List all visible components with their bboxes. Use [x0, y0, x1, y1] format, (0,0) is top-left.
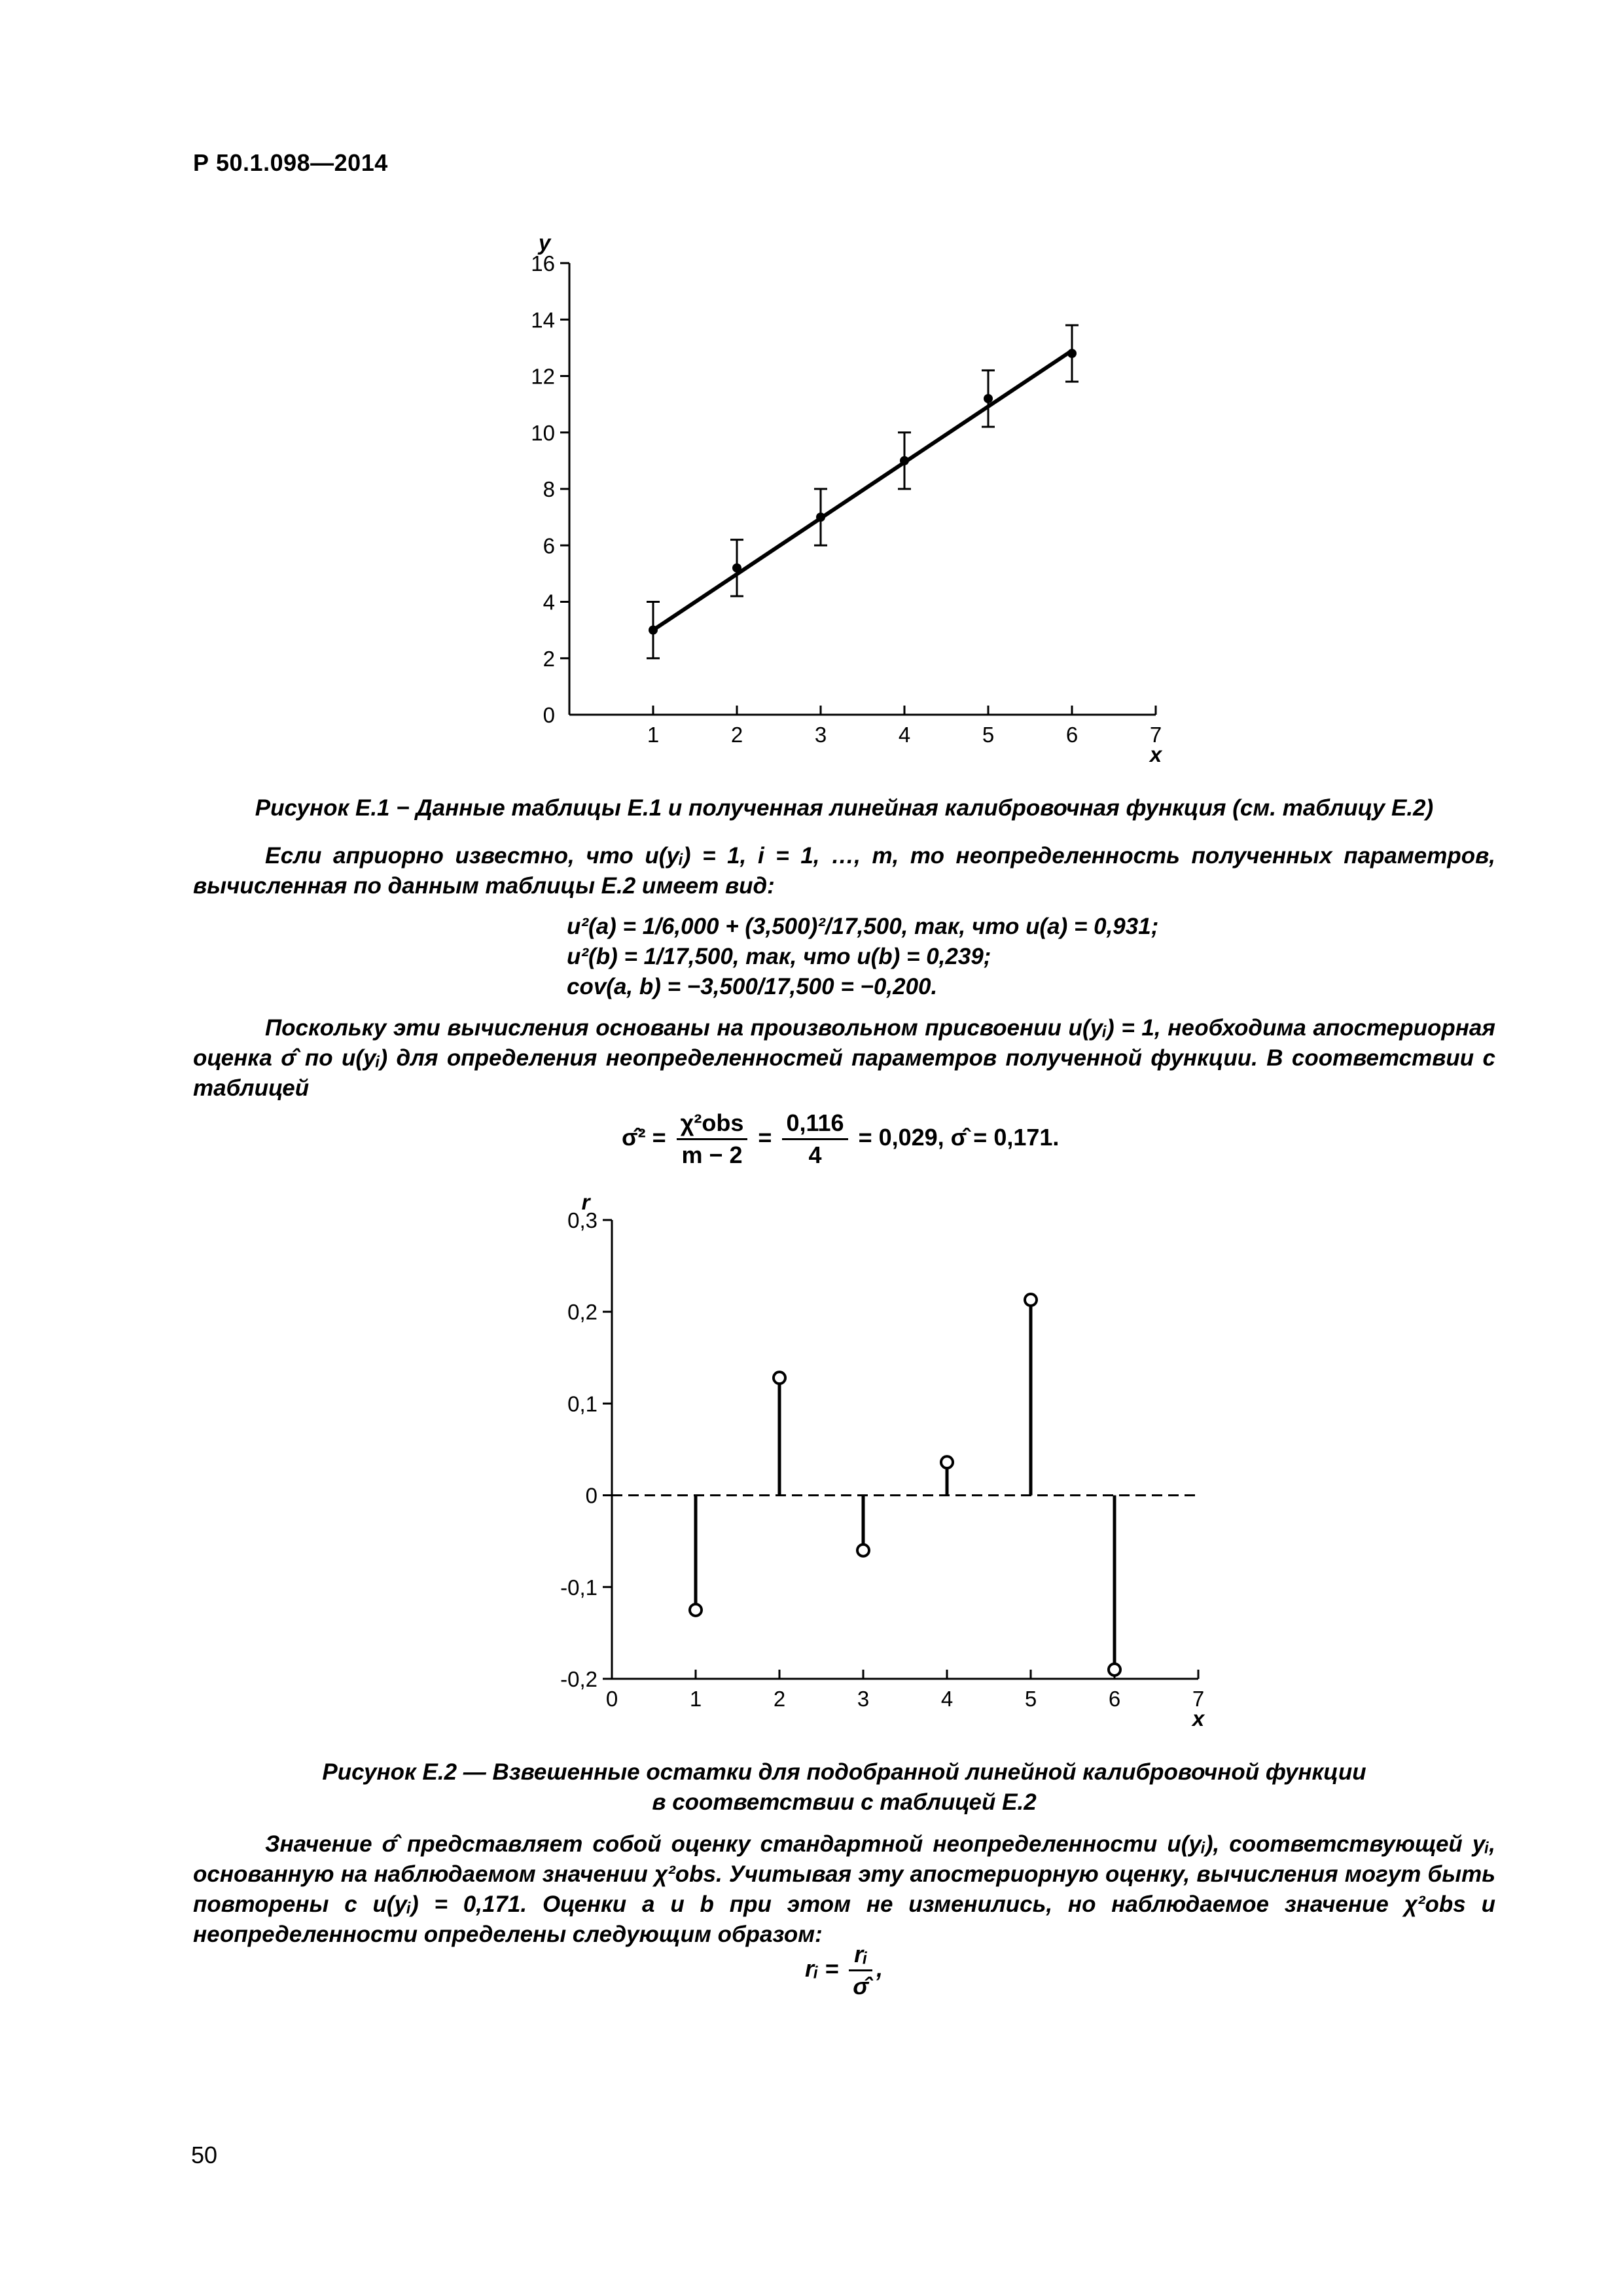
y-tick-label: 4 [543, 590, 555, 615]
fraction-numerator: χ²obs [677, 1109, 748, 1140]
equation-ua: u²(a) = 1/6,000 + (3,500)²/17,500, так, что u(a) = 0,931; [567, 914, 1159, 939]
x-tick-label: 3 [857, 1687, 870, 1711]
data-point [732, 564, 741, 573]
y-tick-label: 2 [543, 646, 555, 671]
stem-marker [1109, 1664, 1120, 1676]
x-tick-label: 2 [773, 1687, 786, 1711]
fraction-denominator: 4 [808, 1141, 822, 1168]
fraction-value [782, 1109, 847, 1169]
formula-r-tail: , [876, 1955, 883, 1982]
x-tick-label: 4 [898, 723, 911, 747]
y-tick-label: 6 [543, 533, 555, 558]
x-tick-label: 6 [1065, 723, 1079, 747]
y-tick-label: 14 [531, 308, 555, 332]
figure-e2-caption-line-1: Рисунок Е.2 — Взвешенные остатки для подобранной линейной калибровочной функции [322, 1759, 1366, 1785]
document-code: Р 50.1.098—2014 [193, 149, 388, 176]
fit-line [653, 351, 1072, 630]
formula-sigma-result: = 0,029, σ̂ = 0,171. [858, 1124, 1060, 1151]
x-tick-label: 4 [940, 1687, 954, 1711]
data-point [816, 512, 825, 522]
y-tick-label: -0,2 [560, 1667, 597, 1691]
x-tick-label: 1 [689, 1687, 702, 1711]
x-axis-label: x [1192, 1706, 1205, 1731]
paragraph-2: Поскольку эти вычисления основаны на произвольном присвоении u(yᵢ) = 1, необходима апостериорная оценка σ̂ по u(yᵢ) для определения неопределенностей параметров полученной функции. В соответствии с таблицей [193, 1015, 1495, 1101]
figure-e2-axes [560, 1190, 1205, 1731]
x-tick-label: 0 [605, 1687, 618, 1711]
x-tick-label: 7 [1192, 1687, 1205, 1711]
figure-e2-chart [537, 1185, 1217, 1754]
data-point [649, 626, 658, 635]
x-tick-label: 7 [1149, 723, 1162, 747]
figure-e1-marks [647, 325, 1079, 658]
y-tick-label: 8 [543, 477, 555, 501]
x-axis-label: x [1149, 742, 1162, 766]
data-point [1067, 349, 1077, 358]
fraction-numerator: 0,116 [782, 1109, 847, 1140]
figure-e1-axes [531, 230, 1163, 766]
stem-marker [941, 1456, 953, 1468]
y-axis-label: r [581, 1190, 590, 1214]
equation-ub: u²(b) = 1/17,500, так, что u(b) = 0,239; [567, 944, 991, 969]
y-tick-label: 0,2 [567, 1300, 597, 1325]
formula-r: rᵢ = $\frac{\text{rᵢ}}{\sigmâ}$ , [805, 1941, 883, 2000]
equations-block [567, 912, 1158, 1002]
y-tick-label: 0 [585, 1483, 597, 1508]
x-tick-label: 1 [647, 723, 660, 747]
fraction-chi-over-m [677, 1109, 748, 1169]
figure-e1-chart [510, 216, 1185, 792]
stem-marker [690, 1604, 702, 1616]
figure-e2-caption [193, 1757, 1495, 1818]
y-tick-label: 10 [531, 420, 555, 445]
y-tick-label: 0,1 [567, 1391, 597, 1416]
x-tick-label: 5 [1024, 1687, 1037, 1711]
data-point [900, 456, 909, 465]
x-tick-label: 5 [982, 723, 995, 747]
y-axis-label: y [538, 230, 551, 255]
fraction-denominator: σ̂ [853, 1973, 869, 2000]
figure-e1-caption: Рисунок Е.1 − Данные таблицы Е.1 и полученная линейная калибровочная функция (см. таблицу Е.2) [255, 795, 1434, 821]
page-number: 50 [191, 2142, 218, 2168]
y-tick-label: 16 [531, 251, 555, 276]
x-tick-label: 2 [730, 723, 743, 747]
x-tick-label: 6 [1108, 1687, 1121, 1711]
formula-sigma: σ̂² = $\frac{\text{χ²obs}}{m - 2}$ = $\frac{0,116}{4}$ = 0,029, σ̂ = 0,171. [622, 1109, 1060, 1168]
fraction-numerator: rᵢ [849, 1941, 872, 1971]
stem-marker [857, 1545, 869, 1556]
x-tick-label: 3 [814, 723, 827, 747]
stem-marker [1025, 1294, 1037, 1306]
data-point [984, 394, 993, 403]
y-tick-label: 0,3 [567, 1208, 597, 1232]
fraction-denominator: m − 2 [681, 1141, 743, 1168]
y-tick-label: 12 [531, 364, 555, 389]
figure-e2-marks [690, 1294, 1120, 1676]
stem-marker [774, 1372, 785, 1384]
fraction-r-over-sigma [849, 1941, 872, 2000]
figure-e2-caption-line-2: в соответствии с таблицей Е.2 [652, 1789, 1037, 1815]
formula-sigma-lhs: σ̂² [622, 1124, 646, 1151]
equation-cov: cov(a, b) = −3,500/17,500 = −0,200. [567, 974, 938, 999]
y-tick-label: -0,1 [560, 1575, 597, 1600]
y-tick-label: 0 [543, 703, 555, 727]
paragraph-3: Значение σ̂ представляет собой оценку стандартной неопределенности u(yᵢ), соответствующей yᵢ, основанную на наблюдаемом значении χ²obs. Учитывая эту апостериорную оценку, вычисления могут быть повторены с u(yᵢ) = 0,171. Оценки a и b при этом не изменились, но наблюдаемое значение χ²obs и неопределенности определены следующим образом: [193, 1831, 1495, 1947]
paragraph-1: Если априорно известно, что u(yᵢ) = 1, i = 1, …, m, то неопределенность полученных параметров, вычисленная по данным таблицы Е.2 имеет вид: [193, 843, 1495, 899]
formula-r-lhs: rᵢ [805, 1955, 819, 1982]
